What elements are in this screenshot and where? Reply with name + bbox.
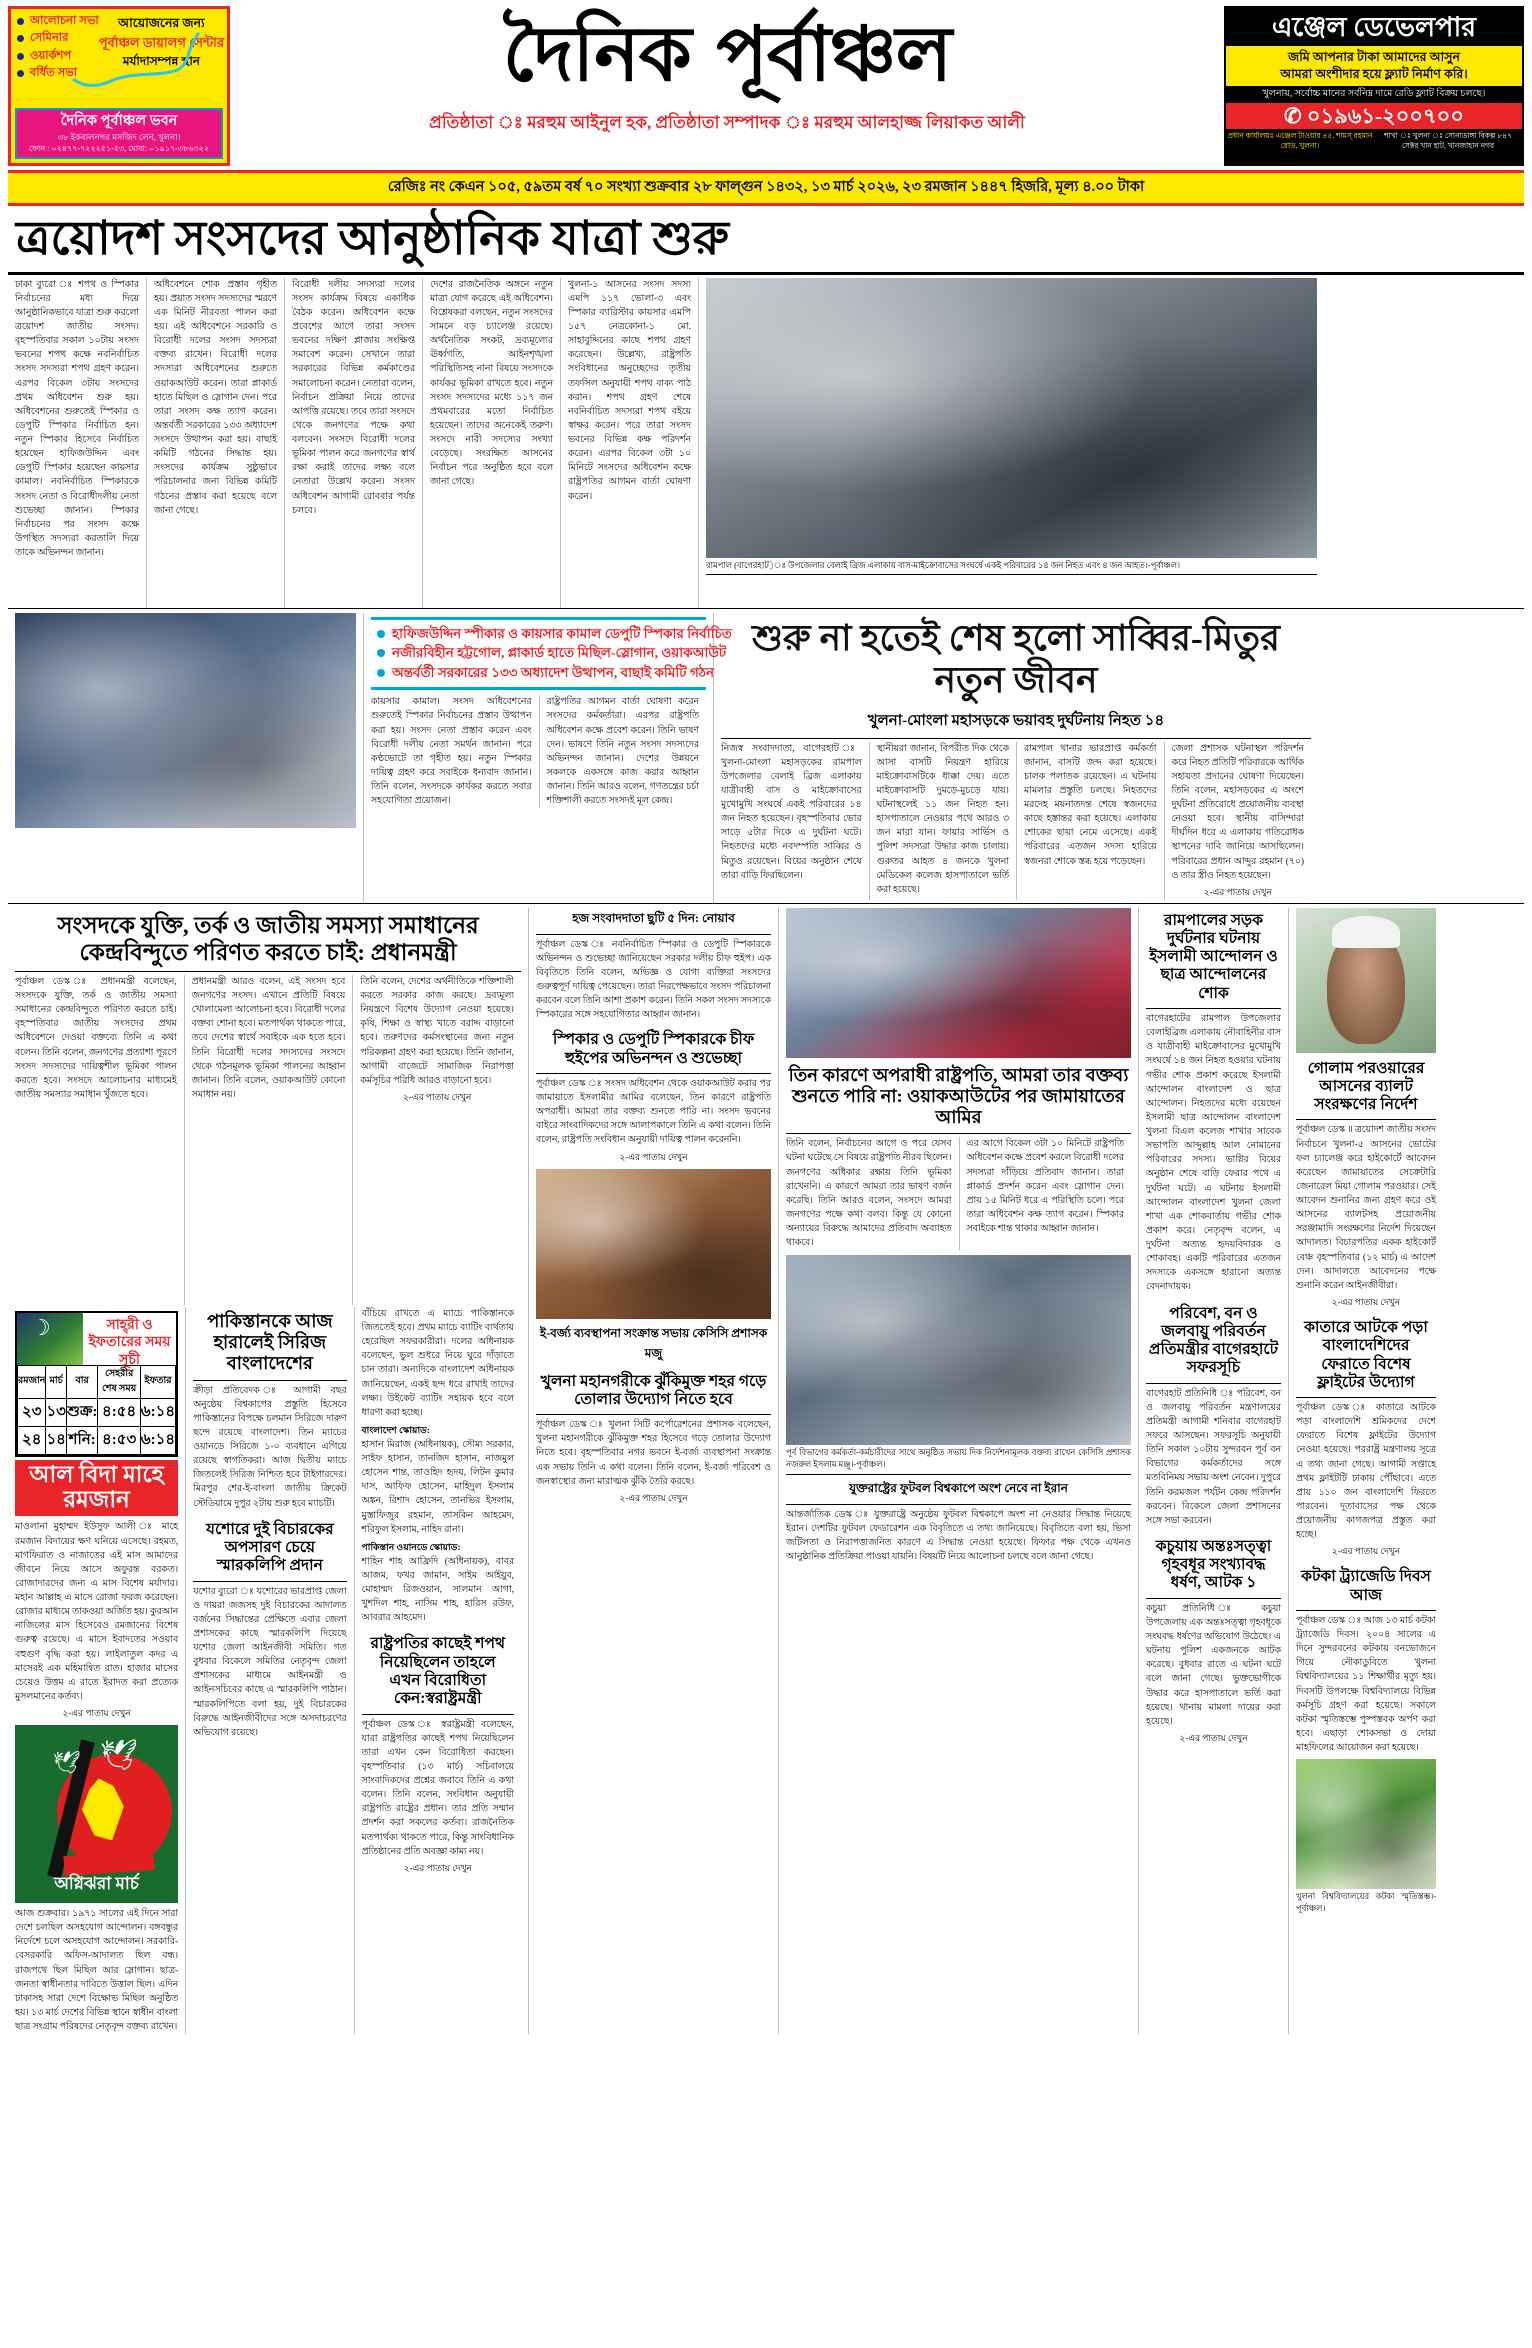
crash-col2-text: স্থানীয়রা জানান, বিপরীত দিক থেকে আসা বাসটি নিয়ন্ত্রণ হারিয়ে মাইক্রোবাসটিকে ধাক্কা দেয়। এতে মাইক্রোবাসটি দুমড়ে-মুচড়ে যায়। ঘটনাস্থলেই ১১ জন নিহত হন। হাসপাতালে নেওয়ার পথে আরও ৩ জন মারা যান। ফায়ার সার্ভিস ও পুলিশ সদস্যরা উদ্ধার কাজ চালায়। গুরুতর আহত ৪ জনকে খুলনা মেডিকেল কলেজ হাসপাতালে ভর্তি করা হয়েছে।: [876, 743, 1009, 895]
cell: ১৩: [46, 1398, 67, 1426]
lead-headline[interactable]: ত্রয়োদশ সংসদের আনুষ্ঠানিক যাত্রা শুরু: [16, 213, 729, 265]
crash-col-4: [1164, 742, 1312, 900]
ad-left-building: দৈনিক পূর্বাঞ্চল ভবন: [60, 113, 178, 130]
col-header-sehri: সেহরীর শেষ সময়: [98, 1365, 141, 1398]
ad-left-dialogue-center[interactable]: [8, 6, 230, 166]
oath-text: পূর্বাঞ্চল ডেস্ক ঃ স্বরাষ্ট্রমন্ত্রী বলেছেন, যারা রাষ্ট্রপতির কাছেই শপথ নিয়েছিলেন তারা এখন কেন বিরোধিতা করছেন। বৃহস্পতিবার (১৩ মার্চ) সচিবালয়ে সাংবাদিকদের প্রশ্নের জবাবে তিনি এ কথা বলেন। তিনি বলেন, সংবিধান অনুযায়ী রাষ্ট্রপতি রাষ্ট্রের প্রধান। তার প্রতি সম্মান প্রদর্শন করা সকলের কর্তব্য। রাজনৈতিক মতপার্থক্য থাকতে পারে, কিন্তু সাংবিধানিক প্রতিষ্ঠানের প্রতি অবজ্ঞা কাম্য নয়।: [361, 1719, 514, 1857]
pm-story-col: [8, 908, 528, 2035]
rule: [1296, 1397, 1436, 1398]
ad-bullet: সেমিনার: [17, 30, 99, 47]
table-row: [18, 1426, 176, 1454]
jashore-headline[interactable]: যশোরে দুই বিচারকের অপসারণ চেয়ে স্মারকলিপি প্রদান: [206, 1520, 334, 1575]
bullets-col: [363, 613, 732, 903]
kachua-headline[interactable]: কচুয়ায় অন্তঃসত্ত্বা গৃহবধূর সংখ্যাবদ্ধ ধর্ষণ, আটক ১: [1155, 1537, 1272, 1592]
ad-left-building-block: [15, 108, 223, 159]
continuation-note[interactable]: ২-এর পাতায় দেখুন: [1331, 1296, 1401, 1307]
rule: [8, 608, 1524, 609]
ad-right-yellow-2: আমরা অংশীদার হয়ে ফ্ল্যাট নির্মাণ করি।: [1280, 66, 1468, 81]
rule: [1146, 1598, 1281, 1599]
march-poster: [15, 1725, 178, 1903]
ad-right-foot-right: শাখা ঃ খুলনা ঃ সোনাডাঙ্গা বিকল্প ৮৪৭ সেক্টর খান হাট, খানজাহান নগর: [1384, 130, 1512, 151]
monument-photo: [1296, 1759, 1436, 1889]
crash-photo: [706, 278, 1317, 558]
ad-right-title: এঞ্জেল ডেভেলপার: [1226, 8, 1522, 46]
kachua-text: কচুয়া প্রতিনিধি ঃ কচুয়া উপজেলায় এক অন্তঃসত্ত্বা গৃহবধূকে সংঘবদ্ধ ধর্ষণের অভিযোগ উঠেছে। এ ঘটনায় পুলিশ একজনকে আটক করেছে। বুধবার রাতে এ ঘটনা ঘটে বলে জানা গেছে। ভুক্তভোগীকে উদ্ধার করে হাসপাতালে ভর্তি করা হয়েছে। থানায় মামলা দায়ের করা হয়েছে।: [1146, 1603, 1281, 1727]
jamaat-col1-text: তিনি বলেন, নির্বাচনের আগে ও পরে যেসব ঘটনা ঘটেছে সে বিষয়ে রাষ্ট্রপতি নীরব ছিলেন। জনগণের অধিকার রক্ষায় তিনি ভূমিকা রাখেননি। এ কারণে আমরা তার ভাষণ বর্জন করেছি। তিনি আরও বলেন, সংসদে আমরা জনগণের পক্ষে কথা বলব। কিন্তু যে কোনো অন্যায়ের বিরুদ্ধে আমাদের প্রতিবাদ অব্যাহত থাকবে।: [786, 1139, 952, 1249]
lead-col-5: [560, 278, 698, 608]
ewaste-text: পূর্বাঞ্চল ডেস্ক ঃ খুলনা সিটি কর্পোরেশনের প্রশাসক বলেছেন, খুলনা মহানগরীকে ঝুঁকিমুক্ত শহর হিসেবে গড়ে তোলার উদ্যোগ নিতে হবে। বৃহস্পতিবার নগর ভবনে ই-বর্জ্য ব্যবস্থাপনা সংক্রান্ত এক সভায় তিনি এ কথা বলেন। তিনি বলেন, ই-বর্জ্য পরিবেশ ও জনস্বাস্থ্যের জন্য মারাত্মক ঝুঁকি তৈরি করছে।: [536, 1420, 771, 1487]
crash-col1-text: নিজস্ব সংবাদদাতা, বাগেরহাট ঃ খুলনা-মোংলা মহাসড়কের রামপাল উপজেলার বেলাই ব্রিজ এলাকায় যাত্রীবাহী বাস ও মাইক্রোবাসের মুখোমুখি সংঘর্ষে একই পরিবারের ১৪ জন নিহত হয়েছেন। বৃহস্পতিবার ভোর সাড়ে ৫টার দিকে এ দুর্ঘটনা ঘটে। নিহতদের মধ্যে নবদম্পতি সাব্বির ও মিতুও রয়েছেন। বিয়ের অনুষ্ঠান শেষে তারা বাড়ি ফিরছিলেন।: [721, 743, 862, 881]
ad-right-foot-left: প্রধান কার্যালয়ঃ এঞ্জেল টাওয়ার ৪৫, শামস্ রহমান রোড, খুলনা।: [1227, 130, 1373, 151]
rule: [721, 738, 1311, 739]
squad-label-2: পাকিস্তান ওয়ানডে স্কোয়াড:: [361, 1541, 461, 1552]
pm-headline[interactable]: সংসদকে যুক্তি, তর্ক ও জাতীয় সমস্যা সমাধানের কেন্দ্রবিন্দুতে পরিণত করতে চাই: প্রধানমন্ত্রী: [57, 912, 479, 965]
lead-col-2: [146, 278, 284, 608]
ad-left-bullets: [14, 13, 99, 104]
ad-bullet: বর্ধিত সভা: [17, 65, 99, 82]
rule: [15, 971, 521, 972]
rule: [1296, 1119, 1436, 1120]
jashore-text: যশোর ব্যুরো ঃ যশোরের ভারপ্রাপ্ত জেলা ও দায়রা জজসহ দুই বিচারকের আদালত বর্জনের সিদ্ধান্তের প্রেক্ষিতে এবার জেলা প্রশাসকের কাছে স্মারকলিপি দিয়েছে যশোর জেলা আইনজীবী সমিতি। গত বুধবার বিকেলে সমিতির নেতৃবৃন্দ জেলা প্রশাসকের মাধ্যমে আইনমন্ত্রী ও আইনসচিবের কাছে এ স্মারকলিপি পাঠান। স্মারকলিপিতে বলা হয়, দুই বিচারকের বিরুদ্ধে আইনজীবীদের সঙ্গে অসদাচরণের অভিযোগ রয়েছে।: [193, 1586, 347, 1738]
jamaat-col: [778, 908, 1138, 2035]
ewaste-headline[interactable]: খুলনা মহানগরীকে ঝুঁকিমুক্ত শহর গড়ে তোলার উদ্যোগ নিতে হবে: [540, 1372, 767, 1408]
cell: ১৪: [46, 1426, 67, 1454]
portrait-photo: [1296, 908, 1436, 1053]
lead-col2-text: অধিবেশনে শোক প্রস্তাব গৃহীত হয়। প্রয়াত সংসদ সদস্যদের স্মরণে এক মিনিট নীরবতা পালন করা হয়। এই অধিবেশনে সরকারি ও বিরোধী দলের সংসদ সদস্যরা বক্তব্য রাখেন। বিরোধী দলের সদস্যরা অধিবেশনের শুরুতে ওয়াকআউট করেন। তারা প্লাকার্ড হাতে মিছিল ও স্লোগান দেন। পরে তারা সংসদ কক্ষ ত্যাগ করেন। অন্তর্বর্তী সরকারের ১৩৩ অধ্যাদেশ সংসদে উত্থাপন করা হয়। বাছাই কমিটি গঠনের সিদ্ধান্ত হয়। সংসদের কার্যক্রম সুষ্ঠুভাবে পরিচালনার জন্য বিভিন্ন কমিটি গঠনের প্রস্তাব করা হয়েছে বলে জানা গেছে।: [154, 279, 277, 516]
pm-col1-text: পূর্বাঞ্চল ডেস্ক ঃ প্রধানমন্ত্রী বলেছেন, সংসদকে যুক্তি, তর্ক ও জাতীয় সমস্যা সমাধানের কেন্দ্রবিন্দুতে পরিণত করতে চাই। বৃহস্পতিবার জাতীয় সংসদের প্রথম অধিবেশনে দেওয়া বক্তব্যে তিনি এ কথা বলেন। তিনি বলেন, জনগণের প্রত্যাশা পূরণে সংসদ সদস্যদের দায়িত্বশীল ভূমিকা পালন করতে হবে। সংসদে আলোচনার মাধ্যমেই জাতীয় সমস্যার সমাধান খুঁজতে হবে।: [15, 976, 177, 1100]
pm-col-1: [15, 975, 184, 1305]
squad-label: বাংলাদেশ স্কোয়াড:: [361, 1424, 430, 1435]
ad-left-line2: পূর্বাঞ্চল ডায়ালগ সেন্টার: [98, 34, 225, 50]
ramadan-col: [15, 1307, 185, 2034]
pm-subcols: [15, 975, 521, 1305]
jashore-col: [185, 1307, 353, 2034]
katka-caption: খুলনা বিশ্ববিদ্যালয়ের কটকা স্মৃতিস্তম্ভ।-পূর্বাঞ্চল।: [1296, 1892, 1436, 1913]
cell: ৪:৫৪: [98, 1398, 141, 1426]
ad-left-address: ৩৮ ইকবালনগর মসজিদ লেন, খুলনা।: [57, 132, 181, 143]
march-poster-label: অগ্নিঝরা মার্চ: [54, 1874, 139, 1894]
qatar-headline[interactable]: কাতারে আটকে পড়া বাংলাদেশিদের ফেরাতে বিশেষ ফ্লাইটের উদ্যোগ: [1304, 1318, 1428, 1391]
lead-col-4: [422, 278, 560, 608]
col-header-march: মার্চ: [46, 1365, 67, 1398]
parl-subcol-a-text: কায়সার কামাল। সংসদ অধিবেশনের শুরুতেই স্পিকার নির্বাচনের প্রস্তাব উত্থাপন করা হয়। সংসদ নেতা প্রস্তাব করেন এবং বিরোধী দলীয় নেতা সমর্থন জানান। পরে কণ্ঠভোটে তা গৃহীত হয়। নতুন স্পিকার দায়িত্ব গ্রহণ করে সবাইকে ধন্যবাদ জানান। তিনি বলেন, সংসদকে কার্যকর করতে সবার সহযোগিতা প্রয়োজন।: [371, 697, 532, 807]
ramadan-table: [17, 1365, 176, 1455]
crash-col-1: [721, 742, 869, 900]
ad-left-line1: আয়োজনের জন্য: [118, 16, 205, 30]
ewaste-caption: পূর্ব বিভাগের কর্মকর্তা-কর্মচারীদের সাথে অনুষ্ঠিত সভায় দিক নির্দেশনামূলক বক্তব্য রাখেন কেসিসি প্রশাসক নজরুল ইসলাম মঞ্জু।-পূর্বাঞ্চল।: [786, 1445, 1131, 1475]
squad-text: হাসান মিরাজ (অধিনায়ক), সৌম্য সরকার, সাইফ হাসান, তানজিদ হাসান, নাজমুল হোসেন শান্ত, তাওহিদ হৃদয়, লিটন কুমার দাস, আফিফ হোসেন, মাহিদুল ইসলাম অঙ্কন, রিশাদ হোসেন, তানভির ইসলাম, মুস্তাফিজুর রহমান, তাসকিন আহমেদ, শরিফুল ইসলাম, নাহিদ রানা।: [361, 1439, 514, 1535]
rule: [1146, 1383, 1281, 1384]
crash-subcols: [721, 742, 1311, 900]
col-header-day: বার: [66, 1365, 97, 1398]
speaker-cong-body: পূর্বাঞ্চল ডেস্ক ঃ নবনির্বাচিত স্পিকার ও ডেপুটি স্পিকারকে অভিনন্দন ও শুভেচ্ছা জানিয়েছেন সরকার দলীয় চীফ হুইপ। এক বিবৃতিতে তিনি বলেন, অভিজ্ঞ ও যোগ্য ব্যক্তিরা সংসদের গুরুত্বপূর্ণ দায়িত্ব পেয়েছেন। তারা নিরপেক্ষভাবে সংসদ পরিচালনা করবেন বলে তিনি আশা প্রকাশ করেন। তিনি সকল সংসদ সদস্যকে স্পিকারের সঙ্গে সহযোগিতার আহ্বান জানান।: [536, 939, 771, 1021]
continuation-note[interactable]: ২-এর পাতায় দেখুন: [619, 1492, 688, 1503]
ramadan-header: [17, 1313, 176, 1368]
jamaat-subcols: [786, 1137, 1131, 1250]
continuation-note[interactable]: ২-এর পাতায় দেখুন: [62, 1708, 131, 1719]
parliament-photo-col: [8, 613, 363, 903]
ramadan-schedule-box: [15, 1311, 178, 1457]
rule: [8, 903, 1524, 904]
page-title: দৈনিক পূর্বাঞ্চল: [502, 9, 952, 98]
rule: [786, 1504, 1131, 1505]
rule: [536, 1414, 771, 1415]
cricket-col2-text: বাঁচিয়ে রাখতে এ ম্যাচে পাকিস্তানকে জিততেই হবে। প্রথম ম্যাচে ব্যাটিং ব্যর্থতায় হেরেছিল সফরকারীরা। দলের অধিনায়ক বলেছেন, ভুল শুধরে নিয়ে ঘুরে দাঁড়াতে চান তারা। অন্যদিকে বাংলাদেশ অধিনায়ক জানিয়েছেন, একই ছন্দ ধরে রাখাই তাদের লক্ষ্য। উইকেট ব্যাটিং সহায়ক হবে বলে ধারণা করা হচ্ছে।: [361, 1308, 514, 1418]
highlights-box: [371, 617, 732, 691]
rule: [193, 1581, 346, 1582]
right-col-b: [1288, 908, 1443, 2035]
env-headline[interactable]: পরিবেশ, বন ও জলবায়ু পরিবর্তন প্রতিমন্ত্রীর বাগেরহাটে সফরসূচি: [1148, 1304, 1279, 1377]
second-band: [8, 613, 1524, 903]
rampal-mourn-headline[interactable]: রামপালের সড়ক দুর্ঘটনার ঘটনায় ইসলামী আন্দোলন ও ছাত্র আন্দোলনের শোক: [1149, 911, 1278, 1002]
ewaste-kicker: ই-বর্জ্য ব্যবস্থাপনা সংক্রান্ত সভায় কেসিসি প্রশাসক মজু: [539, 1325, 768, 1360]
noyab-col: [528, 908, 778, 2035]
crash-col4-text: জেলা প্রশাসক ঘটনাস্থল পরিদর্শন করে নিহত প্রতিটি পরিবারকে আর্থিক সহায়তা প্রদানের ঘোষণা দিয়েছেন। তিনি বলেন, মহাসড়কের এ অংশে দুর্ঘটনা প্রতিরোধে প্রয়োজনীয় ব্যবস্থা নেওয়া হবে। স্থানীয় বাসিন্দারা দীর্ঘদিন ধরে এ এলাকায় গতিরোধক স্থাপনের দাবি জানিয়ে আসছিলেন। পরিবারের প্রধান আব্দুর রহমান (৭০) ও তার স্ত্রীও নিহত হয়েছেন।: [1171, 743, 1304, 881]
golam-headline[interactable]: গোলাম পরওয়ারের আসনের ব্যালট সংরক্ষণের নির্দেশ: [1307, 1059, 1425, 1114]
speaker-cong-headline[interactable]: স্পিকার ও ডেপুটি স্পিকারকে চীফ হুইপের অভিনন্দন ও শুভেচ্ছা: [552, 1031, 755, 1067]
rule: [1146, 1008, 1281, 1009]
ad-bullet: ওয়ার্কশপ: [17, 48, 99, 65]
cell: শুক্র:: [66, 1398, 97, 1426]
continuation-note[interactable]: ২-এর পাতায় দেখুন: [1179, 1732, 1248, 1743]
parl-subcol-b-text: রাষ্ট্রপতির আগমন বার্তা ঘোষণা করেন সংসদের কর্মকর্তারা। এরপর রাষ্ট্রপতি অধিবেশন কক্ষে প্রবেশ করেন। তিনি ভাষণ দেন। ভাষণে তিনি নতুন সংসদ সদস্যদের অভিনন্দন জানান। দেশের উন্নয়নে সকলকে একসঙ্গে কাজ করার আহ্বান জানান। তিনি আরও বলেন, গণতন্ত্রের চর্চা শক্তিশালী করতে সংসদই মূল কেন্দ্র।: [546, 697, 699, 807]
squad-text-2: শাহিন শাহ আফ্রিদি (অধিনায়ক), বাবর আজম, ফখর জামান, সাইম আইয়ুব, মোহাম্মদ রিজওয়ান, সালমান আগা, খুশদিল শাহ, নাসিম শাহ, হারিস রউফ, আবরার আহমেদ।: [361, 1556, 514, 1624]
col-header-ramadan: রমজান: [18, 1365, 46, 1398]
rampal-mourn-text: বাগেরহাটের রামপাল উপজেলার বেলাইব্রিজ এলাকায় নৌবাহিনীর বাস ও যাত্রীবাহী মাইক্রোবাসের মুখোমুখি সংঘর্ষে ১৪ জন নিহত হওয়ার ঘটনায় গভীর শোক প্রকাশ করেছে ইসলামী আন্দোলন বাংলাদেশ ও ছাত্র আন্দোলন। নিহতদের মধ্যে রয়েছেন ইসলামী ছাত্র আন্দোলন বাংলাদেশ খুলনা বিএল কলেজ শাখার সাবেক সভাপতি আব্দুল্লাহ আল নোমানের পরিবারের সদস্য। ভাগ্নির বিয়ের অনুষ্ঠান শেষে বাড়ি ফেরার পথে এ দুর্ঘটনা ঘটে। এ ঘটনায় ইসলামী আন্দোলন বাংলাদেশ খুলনা জেলা শাখা এক শোকবার্তায় গভীর শোক প্রকাশ করে। নেতৃবৃন্দ বলেন, এ দুর্ঘটনা অত্যন্ত হৃদয়বিদারক ও শোকাবহ। একটি পরিবারের এতজন সদস্যকে একসঙ্গে হারানো অত্যন্ত বেদনাদায়ক।: [1146, 1014, 1281, 1293]
founder-line: প্রতিষ্ঠাতা ঃ মরহুম আইনুল হক, প্রতিষ্ঠাতা সম্পাদক ঃ মরহুম আলহাজ্জ লিয়াকত আলী: [429, 112, 1025, 132]
crash-story-col: [713, 613, 1318, 903]
ad-right-angel-developer[interactable]: [1224, 6, 1524, 166]
ad-right-yellow: [1226, 46, 1522, 86]
crash-col-2: [869, 742, 1017, 900]
jamaat-col-2: [959, 1137, 1132, 1250]
lead-col-3: [284, 278, 422, 608]
albida-banner: আল বিদা মাহে রমজান: [15, 1460, 178, 1517]
continuation-note[interactable]: ২-এর পাতায় দেখুন: [403, 1862, 472, 1873]
parl-subcol-b: [539, 695, 707, 808]
jamaat-headline[interactable]: তিন কারণে অপরাধী রাষ্ট্রপতি, আমরা তার বক্তব্য শুনতে পারি না: ওয়াকআউটের পর জামায়াতের আমির: [788, 1064, 1129, 1128]
masthead: [8, 6, 1524, 166]
parl-subcols: [371, 695, 706, 808]
iran-text: আন্তর্জাতিক ডেস্ক ঃ যুক্তরাষ্ট্রে অনুষ্ঠেয় ফুটবল বিশ্বকাপে অংশ না নেওয়ার সিদ্ধান্ত নিয়েছে ইরান। দেশটির ফুটবল ফেডারেশন এক বিবৃতিতে এ তথ্য জানিয়েছে। বিবৃতিতে বলা হয়, ভিসা জটিলতা ও নিরাপত্তাজনিত কারণে এ সিদ্ধান্ত নেওয়া হয়েছে। ফিফার পক্ষ থেকে এখনও আনুষ্ঠানিক প্রতিক্রিয়া পাওয়া যায়নি। বিষয়টি নিয়ে আলোচনা চলছে বলে জানা গেছে।: [786, 1509, 1131, 1563]
crash-photo-caption: রামপাল (বাগেরহাট)ঃ উপজেলার বেলাই ব্রিজ এলাকায় বাস-মাইক্রোবাসের সংঘর্ষে একই পরিবারের ১৪ জন নিহত এবং ৪ জন আহত।-পূর্বাঞ্চল।: [706, 558, 1317, 576]
golam-text: পূর্বাঞ্চল ডেস্ক ॥ ত্রয়োদশ জাতীয় সংসদ নির্বাচনে খুলনা-৫ আসনের ভোটের ফল চ্যালেঞ্জ করে হাইকোর্টে আবেদন করেছেন জামায়াতের সেক্রেটারি জেনারেল মিয়া গোলাম পরওয়ার। সেই আবেদন শুনানির জন্য গ্রহণ করে ওই আসনের ব্যালটসহ প্রয়োজনীয় সরঞ্জামাদি সংরক্ষণের নির্দেশ দিয়েছেন আদালত। বিচারপতির একক হাইকোর্ট বেঞ্চ বৃহস্পতিবার (১২ মার্চ) এ আদেশ দেন। আদালতে আবেদনের পক্ষে শুনানি করেন আইনজীবীরা।: [1296, 1125, 1436, 1291]
rule: [1296, 1610, 1436, 1611]
lead-columns: [8, 278, 1524, 608]
katka-text: পূর্বাঞ্চল ডেস্ক ঃ আজ ১৩ মার্চ কটকা ট্র্যাজেডি দিবস। ২০০৪ সালের এ দিনে সুন্দরবনের কটকায় বনভোজনে গিয়ে নৌকাডুবিতে খুলনা বিশ্ববিদ্যালয়ের ১১ শিক্ষার্থীর মৃত্যু হয়। দিবসটি উপলক্ষে বিশ্ববিদ্যালয়ে বিভিন্ন কর্মসূচি গ্রহণ করা হয়েছে। সকালে কটকা স্মৃতিস্তম্ভে পুষ্পস্তবক অর্পণ করা হবে। এছাড়া শোকসভা ও দোয়া মাহফিলের আয়োজন করা হয়েছে।: [1296, 1615, 1436, 1754]
parl-subcol-a: [371, 695, 539, 808]
ad-left-phones: ফোন : ০২৪৭৭-৭২২২৫১-৫৩, মোবা: ০১৯১৭-৩৮৬৩২২: [28, 143, 210, 153]
masthead-center: [236, 6, 1218, 166]
ramadan-title: সাহ্‌রী ও ইফতারের সময় সূচী: [83, 1313, 176, 1365]
crash-subhead: খুলনা-মোংলা মহাসড়কে ভয়াবহ দুর্ঘটনায় নিহত ১৪: [867, 712, 1165, 729]
pm-col-2: [184, 975, 353, 1305]
crash-col3-text: রামপাল থানার ভারপ্রাপ্ত কর্মকর্তা জানান, বাসটি জব্দ করা হয়েছে। চালক পলাতক রয়েছেন। এ ঘটনায় মামলার প্রস্তুতি চলছে। নিহতদের মরদেহ ময়নাতদন্ত শেষে স্বজনদের কাছে হস্তান্তর করা হয়েছে। এলাকায় শোকের ছায়া নেমে এসেছে। একই পরিবারের এতজন সদস্য হারিয়ে স্বজনরা শোকে স্তব্ধ হয়ে পড়েছেন।: [1024, 743, 1157, 867]
meeting-photo: [786, 1255, 1131, 1445]
highlight-item: নজীরবিহীন হট্টগোল, প্লাকার্ড হাতে মিছিল-স্লোগান, ওয়াকআউট: [377, 643, 704, 663]
rule: [536, 934, 771, 935]
rule: [8, 272, 1524, 275]
ad-left-text: [99, 13, 224, 104]
rule: [193, 1380, 346, 1381]
pm-col3-text: তিনি বলেন, দেশের অর্থনীতিকে শক্তিশালী করতে সরকার কাজ করছে। দ্রব্যমূল্য নিয়ন্ত্রণে বিশেষ উদ্যোগ নেওয়া হয়েছে। কৃষি, শিক্ষা ও স্বাস্থ্য খাতে বরাদ্দ বাড়ানো হবে। তরুণদের কর্মসংস্থানের জন্য নতুন পরিকল্পনা গ্রহণ করা হয়েছে। তিনি জানান, আগামী বাজেটে সামাজিক নিরাপত্তা কর্মসূচির পরিধি আরও বাড়ানো হবে।: [360, 976, 514, 1086]
ad-right-phone[interactable]: ✆ ০১৯৬১-২০০৭০০: [1226, 103, 1522, 129]
highlight-item: হাফিজউদ্দিন স্পীকার ও কায়সার কামাল ডেপুটি স্পিকার নির্বাচিত: [377, 624, 704, 644]
pm-col-3: [352, 975, 521, 1305]
issue-date-bar: রেজিঃ নং কেএন ১০৫, ৫৯তম বর্ষ ৭০ সংখ্যা শুক্রবার ২৮ ফাল্গুন ১৪৩২, ১৩ মার্চ ২০২৬, ২৩ রমজান ১৪৪৭ হিজরি, মূল্য ৪.০০ টাকা: [8, 170, 1524, 206]
pm-col2-text: প্রধানমন্ত্রী আরও বলেন, এই সংসদ হবে জনগণের সংসদ। এখানে প্রতিটি বিষয়ে খোলামেলা আলোচনা হবে। বিরোধী দলের বক্তব্য শোনা হবে। মতপার্থক্য থাকতে পারে, তবে দেশের স্বার্থে সবাইকে এক হতে হবে। তিনি বিরোধী দলের সদস্যদের সংসদে থেকে গঠনমূলক ভূমিকা পালনের আহ্বান জানান। তিনি বলেন, ওয়াকআউট কোনো সমাধান নয়।: [191, 976, 346, 1100]
crash-col-3: [1016, 742, 1164, 900]
march-poster-text: আজ শুক্রবার। ১৯৭১ সালের এই দিনে সারা দেশে চলছিল অসহযোগ আন্দোলন। বঙ্গবন্ধুর নির্দেশে চলে অসহযোগ আন্দোলন। সরকারি-বেসরকারি অফিস-আদালত ছিল বন্ধ। রাজপথে ছিল মিছিল আর স্লোগান। ছাত্র-জনতা স্বাধীনতার দাবিতে উত্তাল ছিল। এদিন ঢাকাসহ সারা দেশে বিক্ষোভ মিছিল অনুষ্ঠিত হয়। ১৩ মার্চ দেশের বিভিন্ন স্থানে স্বাধীন বাংলা ছাত্র সংগ্রাম পরিষদের নেতৃবৃন্দ বক্তব্য রাখেন।: [15, 1909, 179, 2033]
continuation-note[interactable]: ২-এর পাতায় দেখুন: [1203, 886, 1272, 897]
lead-col5-text: খুলনা-১ আসনের সংসদ সদস্য এমপি ১১৭ ভোলা-৩ এবং স্পিকার ব্যারিস্টার কায়সার এমপি ১৫৭ নেত্রকোনা-১ মো. সাহাবুদ্দিনের কাছে শপথ গ্রহণ করেছেন। উল্লেখ্য, রাষ্ট্রপতি সংবিধানের অনুচ্ছেদের তৃতীয় তফসিল অনুযায়ী শপথ বাক্য পাঠ করান। শপথ গ্রহণ শেষে নবনির্বাচিত সদস্যরা শপথ বইয়ে স্বাক্ষর করেন। পরে তারা সংসদ ভবনের বিভিন্ন কক্ষ পরিদর্শন করেন। এরপর বিকেল ৩টা ১০ মিনিটে সংসদের অধিবেশন কক্ষে রাষ্ট্রপতির আগমন বার্তা ঘোষণা করেন।: [568, 279, 691, 502]
cricket-col: [354, 1307, 521, 2034]
main-content: [8, 211, 1524, 2034]
jamaat-col2-text: এর আগে বিকেল ৩টা ১০ মিনিটে রাষ্ট্রপতি অধিবেশন কক্ষে প্রবেশ করলে বিরোধী দলের সদস্যরা দাঁড়িয়ে প্রতিবাদ জানান। তারা প্লাকার্ড প্রদর্শন করেন এবং স্লোগান দেন। প্রায় ১৫ মিনিট ধরে এ পরিস্থিতি চলে। পরে তারা অধিবেশন কক্ষ ত্যাগ করেন। স্পিকার সবাইকে শান্ত থাকার আহ্বান জানান।: [966, 1139, 1124, 1235]
cell: ৪:৫৩: [98, 1426, 141, 1454]
lead-col-1: [8, 278, 146, 608]
cricket-headline[interactable]: পাকিস্তানকে আজ হারালেই সিরিজ বাংলাদেশের: [207, 1310, 333, 1374]
ad-right-footer: [1226, 129, 1522, 153]
col-header-iftar: ইফতার: [140, 1365, 175, 1398]
ad-bullet: আলোচনা সভা: [17, 13, 99, 30]
crash-headline[interactable]: শুরু না হতেই শেষ হলো সাব্বির-মিতুর নতুন জীবন: [752, 617, 1280, 701]
parliament-photo: [15, 613, 356, 828]
ad-right-blackline: খুলনায়, সর্বোচ্চ মানের সর্বনিম্ন দামে রেডি ফ্ল্যাট বিক্রয় চলছে।: [1226, 86, 1522, 103]
rule: [536, 1073, 771, 1074]
rule: [786, 1133, 1131, 1134]
highlight-item: অন্তর্বর্তী সরকারের ১৩৩ অধ্যাদেশ উত্থাপন, বাছাই কমিটি গঠন: [377, 663, 704, 683]
ad-left-top: [11, 9, 227, 106]
cell: শনি:: [66, 1426, 97, 1454]
event-photo-small: [536, 1169, 771, 1319]
right-col-a: [1138, 908, 1288, 2035]
mosque-moon-image: [17, 1313, 83, 1365]
noyab-kicker: হজ সংবাদদাতা ছুটি ৫ দিন: নোয়াব: [572, 910, 735, 925]
continuation-note[interactable]: ২-এর পাতায় দেখুন: [403, 1091, 472, 1102]
qatar-text: পূর্বাঞ্চল ডেস্ক ঃ কাতারে আটকে পড়া বাংলাদেশি শ্রমিকদের দেশে ফেরাতে বিশেষ ফ্লাইটের উদ্যোগ নেওয়া হয়েছে। পররাষ্ট্র মন্ত্রণালয় সূত্রে এ তথ্য জানা গেছে। আগামী সপ্তাহে প্রথম ফ্লাইটটি ঢাকায় পৌঁছাবে। এতে প্রায় ১১০ জন বাংলাদেশি ফিরতে পারবেন। দূতাবাসের পক্ষ থেকে প্রয়োজনীয় কাগজপত্র প্রস্তুত করা হচ্ছে।: [1296, 1403, 1436, 1541]
cricket-col1-text: ক্রীড়া প্রতিবেদক ঃ আগামী বছর অনুষ্ঠেয় বিশ্বকাপের প্রস্তুতি হিসেবে পাকিস্তানের বিপক্ষে চলমান সিরিজে দারুণ ছন্দে রয়েছে বাংলাদেশ। তিন ম্যাচের ওয়ানডে সিরিজে ১-০ ব্যবধানে এগিয়ে রয়েছে স্বাগতিকরা। আজ দ্বিতীয় ম্যাচে জিতলেই সিরিজ নিশ্চিত হবে টাইগারদের। মিরপুর শের-ই-বাংলা জাতীয় ক্রিকেট স্টেডিয়ামে দুপুর ২টায় শুরু হবে ম্যাচটি।: [193, 1385, 347, 1509]
continuation-note[interactable]: ২-এর পাতায় দেখুন: [619, 1151, 688, 1162]
lead-col3-text: বিরোধী দলীয় সদস্যরা দলের সংসদ কার্যক্রম বিষয়ে একাধিক বৈঠক করেন। অধিবেশন কক্ষে প্রবেশের আগে তারা সংসদ ভবনের দক্ষিণ প্লাজায় সংক্ষিপ্ত সমাবেশ করেন। সেখানে তারা সরকারের বিভিন্ন কর্মকাণ্ডের সমালোচনা করেন। নেতারা বলেন, নির্বাচন প্রক্রিয়া নিয়ে তাদের আপত্তি রয়েছে। তবে তারা সংসদে থেকে জনগণের পক্ষে কথা বলবেন। সংসদে বিরোধী দলের ভূমিকা পালন করে জনগণের স্বার্থ রক্ষা করাই তাদের লক্ষ্য বলে নেতারা উল্লেখ করেন। সংসদ অধিবেশন আগামী রোববার পর্যন্ত চলবে।: [292, 279, 415, 516]
noyab-col1-text: পূর্বাঞ্চল ডেস্ক ঃ সংসদ অধিবেশন থেকে ওয়াকআউট করার পর জামায়াতে ইসলামীর আমির বলেছেন, তিন কারণে রাষ্ট্রপতি অপরাধী। আমরা তার বক্তব্য শুনতে পারি না। সংসদ ভবনের বাইরে সাংবাদিকদের সঙ্গে আলাপকালে তিনি এ কথা বলেন। তিনি বলেন, রাষ্ট্রপতি সংবিধান অনুযায়ী দায়িত্ব পালন করেননি।: [536, 1078, 771, 1146]
third-band: [8, 908, 1524, 2035]
crash-photo-col: [698, 278, 1324, 608]
iran-kicker: যুক্তরাষ্ট্রের ফুটবল বিশ্বকাপে অংশ নেবে না ইরান: [849, 1480, 1068, 1495]
jamaat-col-1: [786, 1137, 959, 1250]
cell: ২৩: [18, 1398, 46, 1426]
rule: [362, 1714, 514, 1715]
oath-headline[interactable]: রাষ্ট্রপতির কাছেই শপথ নিয়েছিলেন তাহলে এখন বিরোধিতা কেন:স্বরাষ্ট্রমন্ত্রী: [370, 1635, 506, 1708]
lead-col1-text: ঢাকা ব্যুরো ঃ শপথ ও স্পিকার নির্বাচনের মধ্য দিয়ে আনুষ্ঠানিকভাবে যাত্রা শুরু করলো ত্রয়োদশ জাতীয় সংসদ। বৃহস্পতিবার সকাল ১০টায় সংসদ ভবনের শপথ কক্ষে নবনির্বাচিত সংসদ সদস্যরা শপথ গ্রহণ করেন। এরপর বিকেল ৩টায় সংসদের প্রথম অধিবেশন শুরু হয়। অধিবেশনের শুরুতেই স্পিকার ও ডেপুটি স্পিকার নির্বাচিত হন। নতুন স্পিকার হিসেবে নির্বাচিত হয়েছেন হাফিজউদ্দিন এবং ডেপুটি স্পিকার হয়েছেন কায়সার কামাল। নবনির্বাচিত স্পিকারকে সংসদ নেতা ও বিরোধীদলীয় নেতা শুভেচ্ছা জানান। স্পিকার নির্বাচনের পর সংসদ কক্ষে উপস্থিত সদস্যরা করতালি দিয়ে তাকে অভিনন্দন জানান।: [15, 279, 139, 558]
table-row: [18, 1398, 176, 1426]
table-header-row: [18, 1365, 176, 1398]
fourth-band-left: [15, 1307, 521, 2034]
lead-col4-text: দেশের রাজনৈতিক অঙ্গনে নতুন মাত্রা যোগ করেছে এই অধিবেশন। বিশ্লেষকরা বলছেন, নতুন সংসদের সামনে বড় চ্যালেঞ্জ রয়েছে। অর্থনৈতিক সংকট, দ্রব্যমূল্যের ঊর্ধ্বগতি, আইনশৃঙ্খলা পরিস্থিতিসহ নানা বিষয়ে সংসদকে কার্যকর ভূমিকা রাখতে হবে। নতুন সংসদ সদস্যদের মধ্যে ১১৭ জন প্রথমবারের মতো নির্বাচিত হয়েছেন। তাদের অনেকেই তরুণ। সংসদে নারী সদস্যের সংখ্যা বেড়েছে। সংরক্ষিত আসনের নির্বাচন পরে অনুষ্ঠিত হবে বলে জানা গেছে।: [430, 279, 553, 488]
ad-left-line3: মর্যাদাসম্পন্ন স্থান: [122, 54, 200, 69]
cell: ২৪: [18, 1426, 46, 1454]
continuation-note[interactable]: ২-এর পাতায় দেখুন: [1331, 1546, 1401, 1557]
ad-right-yellow-1: জমি আপনার টাকা আমাদের আসুন: [1288, 49, 1460, 64]
dove-icon: 🕊: [99, 1738, 138, 1772]
cell: ৬:১৪: [140, 1426, 175, 1454]
katka-headline[interactable]: কটকা ট্র্যাজেডি দিবস আজ: [1301, 1568, 1431, 1604]
dove-icon: 🕊: [52, 1750, 81, 1775]
cell: ৬:১৪: [140, 1398, 175, 1426]
ramadan-article: মাওলানা মুহাম্মদ ইউসুফ আলী ঃ মাহে রমজান বিদায়ের ক্ষণ ঘনিয়ে এসেছে। রহমত, মাগফিরাত ও নাজাতের এই মাস আমাদের জীবনে নিয়ে আসে অফুরন্ত বরকত। রোজাদারদের জন্য এ মাস বিশেষ মর্যাদার। মহান আল্লাহ এ মাসে রোজা ফরজ করেছেন। রোজার মাধ্যমে তাকওয়া অর্জিত হয়। কুরআন নাজিলের মাস হিসেবেও রমজানের বিশেষ গুরুত্ব রয়েছে। এ মাসে ইবাদতের সওয়াব বহুগুণ বৃদ্ধি করা হয়। লাইলাতুল কদর এ মাসেরই এক মহিমান্বিত রাত। হাজার মাসের চেয়েও উত্তম এ রাতে ইবাদত করা প্রত্যেক মুসলমানের কর্তব্য।: [15, 1522, 179, 1702]
env-text: বাগেরহাট প্রতিনিধি ঃ পরিবেশ, বন ও জলবায়ু পরিবর্তন মন্ত্রণালয়ের প্রতিমন্ত্রী আগামী শনিবার বাগেরহাট সফরে আসছেন। সফরসূচি অনুযায়ী তিনি সকাল ১০টায় সুন্দরবন পূর্ব বন বিভাগের কর্মকর্তাদের সঙ্গে মতবিনিময় সভায় অংশ নেবেন। দুপুরে তিনি করমজল পর্যটন কেন্দ্র পরিদর্শন করবেন। বিকেলে জেলা প্রশাসনের সঙ্গে সভা করবেন।: [1146, 1388, 1281, 1526]
rally-photo: [786, 908, 1131, 1058]
